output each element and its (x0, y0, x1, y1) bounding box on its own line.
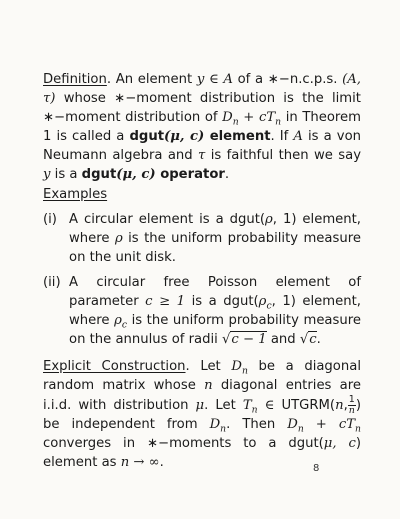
definition-heading: Definition (43, 72, 107, 87)
dgut-element-term: dgut(μ, c) element (129, 129, 271, 144)
examples-heading: Examples (43, 187, 108, 202)
example-text: A circular element is a dgut(ρ, 1) element, where ρ is the uniform probability measure on the unit disk. (69, 212, 362, 265)
example-text: A circular free Poisson element of parameter c ≥ 1 is a $dgut(\rho_c$, 1) element, where $\rho_c$ is the uniform probability measure on the annulus of radii √c − 1 and √c. (69, 275, 361, 347)
example-label: (ii) (43, 275, 61, 290)
dn-plus-ctn: $D_n + cT_n$ (222, 110, 282, 128)
one-over-n: $\frac{1}{n}$ (348, 394, 355, 416)
definition-paragraph: Definition. An element y ∈ A of a ∗−n.c.p.s. (A, τ) whose ∗−moment distribution is the limit ∗−moment distribution of $D_n + cT_n$ in Theorem 1 is called a dgut(μ, c) element. If A is a von Neumann algebra and τ is faithful then we say y is a dgut(μ, c) operator. (43, 72, 362, 182)
sqrt-c-minus-1: √c − 1 (222, 332, 267, 347)
page-number: 8 (313, 463, 320, 474)
rho-c: $\rho_c$ (114, 313, 128, 331)
example-item-1 (43, 210, 361, 267)
page-content (43, 70, 361, 472)
example-item-2 (43, 273, 361, 349)
dgut-operator-term: dgut(μ, c) operator (81, 167, 225, 182)
sqrt-c: √c (299, 332, 317, 347)
example-label: (i) (43, 212, 57, 227)
construction-heading: Explicit Construction (43, 359, 186, 374)
construction-paragraph: Explicit Construction. Let $D_n$ be a diagonal random matrix whose n diagonal entries are i.i.d. with distribution μ. Let $T_n$ ∈ UTGRM(n, $\frac{1}{n}$ ) be independent from $D_n$. Then $D_n + cT_n$ converges in ∗−moments to a dgut(μ, c) element as n → ∞. (43, 359, 362, 470)
